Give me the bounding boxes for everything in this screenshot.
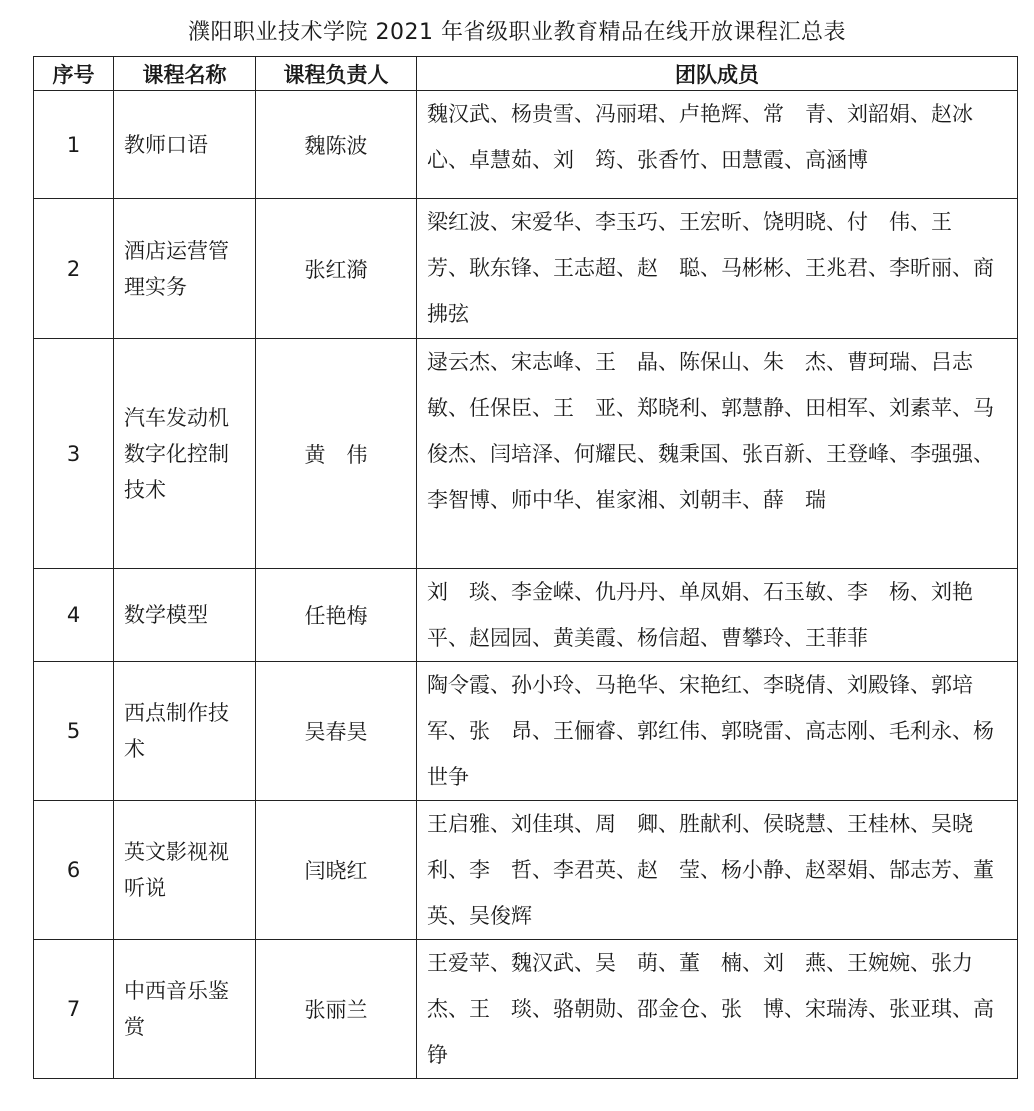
- header-serial-number: 序号: [34, 57, 114, 91]
- header-team-members: 团队成员: [417, 57, 1018, 91]
- course-lead: 闫晓红: [256, 801, 417, 940]
- course-lead: 任艳梅: [256, 569, 417, 662]
- table-row: [34, 199, 1018, 339]
- course-name: 酒店运营管理实务: [114, 199, 256, 339]
- course-lead: 张红漪: [256, 199, 417, 339]
- course-lead: 黄 伟: [256, 339, 417, 569]
- table-row: [34, 91, 1018, 199]
- team-members: 王爱苹、魏汉武、吴 萌、董 楠、刘 燕、王婉婉、张力杰、王 琰、骆朝勋、邵金仓、张 博、宋瑞涛、张亚琪、高 铮: [417, 940, 1018, 1079]
- course-summary-table: [33, 56, 1018, 1079]
- table-header-row: [34, 57, 1018, 91]
- course-name: 教师口语: [114, 91, 256, 199]
- team-members: 魏汉武、杨贵雪、冯丽珺、卢艳辉、常 青、刘韶娟、赵冰心、卓慧茹、刘 筠、张香竹、田慧霞、高涵博: [417, 91, 1018, 199]
- serial-number: 2: [34, 199, 114, 339]
- course-name: 数学模型: [114, 569, 256, 662]
- table-row: [34, 339, 1018, 569]
- team-members: 梁红波、宋爱华、李玉巧、王宏昕、饶明晓、付 伟、王 芳、耿东锋、王志超、赵 聪、马彬彬、王兆君、李昕丽、商拂弦: [417, 199, 1018, 339]
- course-name: 中西音乐鉴赏: [114, 940, 256, 1079]
- table-row: [34, 801, 1018, 940]
- table-row: [34, 940, 1018, 1079]
- course-lead: 吴春昊: [256, 662, 417, 801]
- table-row: [34, 662, 1018, 801]
- header-course-name: 课程名称: [114, 57, 256, 91]
- course-name: 英文影视视听说: [114, 801, 256, 940]
- serial-number: 1: [34, 91, 114, 199]
- team-members: 王启雅、刘佳琪、周 卿、胜献利、侯晓慧、王桂林、吴晓利、李 哲、李君英、赵 莹、杨小静、赵翠娟、郜志芳、董 英、吴俊辉: [417, 801, 1018, 940]
- course-name: 汽车发动机数字化控制技术: [114, 339, 256, 569]
- course-lead: 张丽兰: [256, 940, 417, 1079]
- table-row: [34, 569, 1018, 662]
- team-members: 逯云杰、宋志峰、王 晶、陈保山、朱 杰、曹珂瑞、吕志敏、任保臣、王 亚、郑晓利、郭慧静、田相军、刘素苹、马俊杰、闫培泽、何耀民、魏秉国、张百新、王登峰、李强强、李智博、师中华、崔家湘、刘朝丰、薛 瑞: [417, 339, 1018, 569]
- serial-number: 4: [34, 569, 114, 662]
- course-name: 西点制作技术: [114, 662, 256, 801]
- serial-number: 7: [34, 940, 114, 1079]
- course-lead: 魏陈波: [256, 91, 417, 199]
- serial-number: 6: [34, 801, 114, 940]
- serial-number: 5: [34, 662, 114, 801]
- header-course-lead: 课程负责人: [256, 57, 417, 91]
- team-members: 刘 琰、李金嵘、仇丹丹、单凤娟、石玉敏、李 杨、刘艳平、赵园园、黄美霞、杨信超、曹攀玲、王菲菲: [417, 569, 1018, 662]
- team-members: 陶令霞、孙小玲、马艳华、宋艳红、李晓倩、刘殿锋、郭培军、张 昂、王俪睿、郭红伟、郭晓雷、高志刚、毛利永、杨世争: [417, 662, 1018, 801]
- page-title: 濮阳职业技术学院 2021 年省级职业教育精品在线开放课程汇总表: [188, 20, 846, 45]
- serial-number: 3: [34, 339, 114, 569]
